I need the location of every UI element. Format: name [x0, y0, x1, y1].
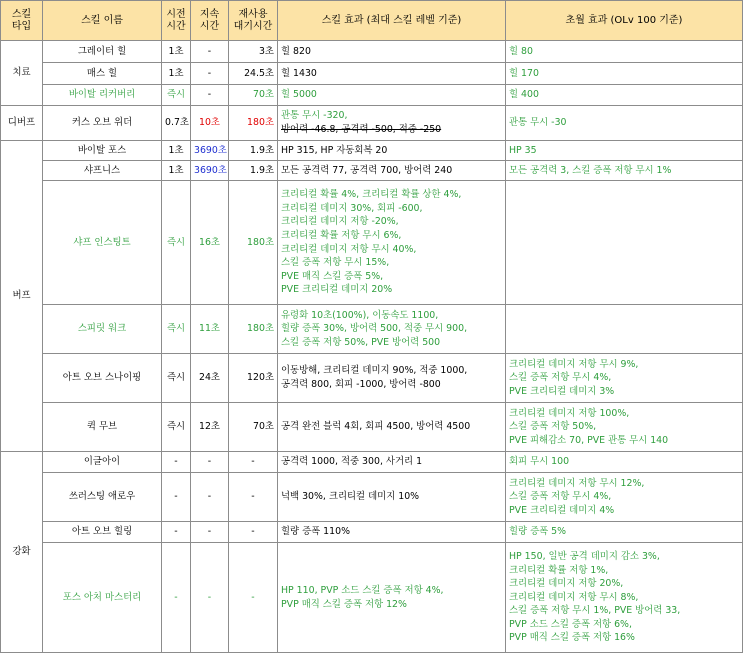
type-debuff: 디버프: [1, 106, 43, 141]
table-row: [1, 141, 743, 161]
skill-effect: 힐 1430: [278, 63, 506, 85]
cooldown: -: [229, 473, 278, 522]
header-type: 스킬 타입: [1, 1, 43, 41]
type-heal: 치료: [1, 41, 43, 106]
duration: 3690초: [191, 161, 229, 181]
cooldown: 70초: [229, 85, 278, 106]
skill-effect: 힐량 증폭 110%: [278, 522, 506, 543]
skill-effect: 공격 완전 블럭 4회, 회피 4500, 방어력 4500: [278, 403, 506, 452]
cast-time: 즉시: [162, 181, 191, 305]
skill-name: 포스 아처 마스터리: [43, 543, 162, 653]
type-buff: 버프: [1, 141, 43, 452]
transcend-effect: 힐량 증폭 5%: [506, 522, 743, 543]
skill-effect: HP 315, HP 자동회복 20: [278, 141, 506, 161]
table-row: [1, 305, 743, 354]
cooldown: 180초: [229, 181, 278, 305]
duration: -: [191, 41, 229, 63]
transcend-effect: 힐 170: [506, 63, 743, 85]
skill-name: 바이탈 리커버리: [43, 85, 162, 106]
cast-time: 즉시: [162, 85, 191, 106]
skill-effect: 모든 공격력 77, 공격력 700, 방어력 240: [278, 161, 506, 181]
table-row: [1, 543, 743, 653]
skill-name: 샤프 인스팅트: [43, 181, 162, 305]
cooldown: 120초: [229, 354, 278, 403]
duration: -: [191, 522, 229, 543]
skill-effect: HP 110, PVP 소드 스킬 증폭 저항 4%, PVP 매직 스킬 증폭 저항 12%: [278, 543, 506, 653]
cooldown: 1.9초: [229, 161, 278, 181]
transcend-effect: HP 150, 일반 공격 데미지 감소 3%, 크리티컬 확률 저항 1%, 크리티컬 데미지 저항 20%, 크리티컬 데미지 저항 무시 8%, 스킬 증폭 저항 무시 1%, PVE 방어력 33, PVP 소드 스킬 증폭 저항 6%, PVP 매직 스킬 증폭 저항 16%: [506, 543, 743, 653]
cast-time: -: [162, 522, 191, 543]
cooldown: 24.5초: [229, 63, 278, 85]
duration: 16초: [191, 181, 229, 305]
cast-time: 1초: [162, 63, 191, 85]
cast-time: 즉시: [162, 305, 191, 354]
duration: 11초: [191, 305, 229, 354]
cooldown: -: [229, 522, 278, 543]
skill-effect: 힐 820: [278, 41, 506, 63]
cast-time: 1초: [162, 161, 191, 181]
skill-effect: 크리티컬 확률 4%, 크리티컬 확률 상한 4%, 크리티컬 데미지 30%, 회피 -600, 크리티컬 데미지 저항 -20%, 크리티컬 확률 저항 무시 6%, 크리티컬 데미지 저항 무시 40%, 스킬 증폭 저항 무시 15%, PVE 매직 스킬 증폭 5%, PVE 크리티컬 데미지 20%: [278, 181, 506, 305]
cast-time: 0.7초: [162, 106, 191, 141]
cooldown: -: [229, 452, 278, 473]
header-transcend: 초월 효과 (OLv 100 기준): [506, 1, 743, 41]
transcend-effect: 모든 공격력 3, 스킬 증폭 저항 무시 1%: [506, 161, 743, 181]
header-row: [1, 1, 743, 41]
skill-name: 샤프니스: [43, 161, 162, 181]
duration: -: [191, 63, 229, 85]
cooldown: -: [229, 543, 278, 653]
transcend-effect: [506, 305, 743, 354]
skill-name: 이글아이: [43, 452, 162, 473]
cast-time: -: [162, 452, 191, 473]
transcend-effect: HP 35: [506, 141, 743, 161]
skill-effect: 유령화 10초(100%), 이동속도 1100, 힐량 증폭 30%, 방어력 500, 적중 무시 900, 스킬 증폭 저항 50%, PVE 방어력 500: [278, 305, 506, 354]
duration: 12초: [191, 403, 229, 452]
table-row: [1, 473, 743, 522]
cast-time: 1초: [162, 41, 191, 63]
skill-name: 스피릿 워크: [43, 305, 162, 354]
skill-name: 아트 오브 힐링: [43, 522, 162, 543]
duration: 10초: [191, 106, 229, 141]
cast-time: -: [162, 473, 191, 522]
cooldown: 3초: [229, 41, 278, 63]
cooldown: 70초: [229, 403, 278, 452]
transcend-effect: 크리티컬 데미지 저항 무시 9%, 스킬 증폭 저항 무시 4%, PVE 크리티컬 데미지 3%: [506, 354, 743, 403]
duration: -: [191, 452, 229, 473]
header-effect: 스킬 효과 (최대 스킬 레벨 기준): [278, 1, 506, 41]
skill-name: 쓰러스팅 애로우: [43, 473, 162, 522]
skill-effect: 힐 5000: [278, 85, 506, 106]
skill-name: 매스 힐: [43, 63, 162, 85]
header-cast: 시전 시간: [162, 1, 191, 41]
transcend-effect: 힐 80: [506, 41, 743, 63]
skill-effect: 공격력 1000, 적중 300, 사거리 1: [278, 452, 506, 473]
table-row: [1, 85, 743, 106]
table-row: [1, 181, 743, 305]
skill-effect: 관통 무시 -320, 방어력 -46.8, 공격력 -500, 적중 -250: [278, 106, 506, 141]
table-row: [1, 403, 743, 452]
transcend-effect: 크리티컬 데미지 저항 무시 12%, 스킬 증폭 저항 무시 4%, PVE 크리티컬 데미지 4%: [506, 473, 743, 522]
skill-name: 퀵 무브: [43, 403, 162, 452]
cast-time: 즉시: [162, 403, 191, 452]
cast-time: 즉시: [162, 354, 191, 403]
transcend-effect: 힐 400: [506, 85, 743, 106]
cooldown: 1.9초: [229, 141, 278, 161]
duration: 3690초: [191, 141, 229, 161]
table-row: [1, 452, 743, 473]
table-row: [1, 522, 743, 543]
transcend-effect: [506, 181, 743, 305]
cooldown: 180초: [229, 305, 278, 354]
table-row: [1, 63, 743, 85]
skill-effect: 넉백 30%, 크리티컬 데미지 10%: [278, 473, 506, 522]
type-enhance: 강화: [1, 452, 43, 653]
cooldown: 180초: [229, 106, 278, 141]
duration: -: [191, 85, 229, 106]
skill-name: 아트 오브 스나이핑: [43, 354, 162, 403]
table-row: [1, 161, 743, 181]
header-cooldown: 재사용 대기시간: [229, 1, 278, 41]
transcend-effect: 회피 무시 100: [506, 452, 743, 473]
duration: -: [191, 543, 229, 653]
header-name: 스킬 이름: [43, 1, 162, 41]
table-row: [1, 41, 743, 63]
transcend-effect: 관통 무시 -30: [506, 106, 743, 141]
skill-name: 바이탈 포스: [43, 141, 162, 161]
table-row: [1, 354, 743, 403]
skill-effect: 이동방해, 크리티컬 데미지 90%, 적중 1000, 공격력 800, 회피 -1000, 방어력 -800: [278, 354, 506, 403]
cast-time: -: [162, 543, 191, 653]
table-row: [1, 106, 743, 141]
transcend-effect: 크리티컬 데미지 저항 100%, 스킬 증폭 저항 50%, PVE 피해감소 70, PVE 관통 무시 140: [506, 403, 743, 452]
duration: -: [191, 473, 229, 522]
header-duration: 지속 시간: [191, 1, 229, 41]
skill-name: 커스 오브 위더: [43, 106, 162, 141]
cast-time: 1초: [162, 141, 191, 161]
skill-name: 그레이터 힐: [43, 41, 162, 63]
duration: 24초: [191, 354, 229, 403]
